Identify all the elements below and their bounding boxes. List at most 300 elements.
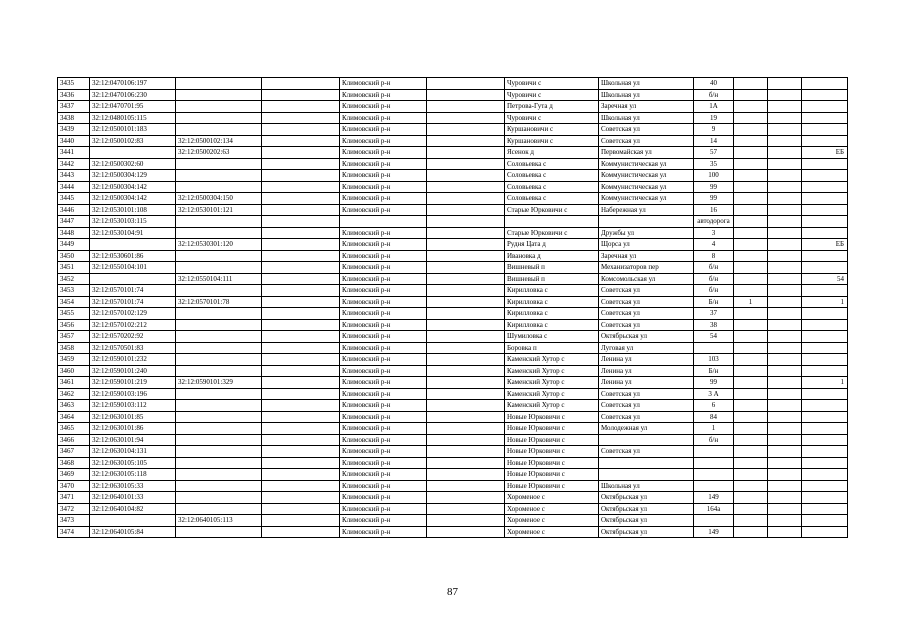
district-cell: Климовский р-н — [340, 434, 427, 446]
district-cell: Климовский р-н — [340, 308, 427, 320]
district-cell: Климовский р-н — [340, 515, 427, 527]
empty-cell — [262, 515, 340, 527]
house-number-cell: 149 — [694, 492, 734, 504]
locality-cell: Хороменое с — [505, 515, 599, 527]
street-cell — [599, 434, 694, 446]
empty-cell — [427, 388, 505, 400]
cadastral-number-cell: 32:12:0640105:84 — [90, 526, 176, 538]
empty-cell — [427, 158, 505, 170]
linked-cadastral-cell — [176, 469, 262, 481]
locality-cell: Соловьевка с — [505, 170, 599, 182]
street-cell: Школьная ул — [599, 480, 694, 492]
street-cell: Советская ул — [599, 308, 694, 320]
district-cell: Климовский р-н — [340, 78, 427, 90]
empty-cell — [427, 227, 505, 239]
flag-cell — [734, 492, 768, 504]
district-cell: Климовский р-н — [340, 331, 427, 343]
empty-cell — [427, 342, 505, 354]
locality-cell: Хороменое с — [505, 526, 599, 538]
linked-cadastral-cell — [176, 262, 262, 274]
empty-cell — [262, 262, 340, 274]
extra-cell — [768, 446, 802, 458]
locality-cell: Старые Юрковичи с — [505, 204, 599, 216]
district-cell: Климовский р-н — [340, 492, 427, 504]
empty-cell — [427, 457, 505, 469]
extra-cell — [768, 78, 802, 90]
table-row — [58, 89, 848, 101]
table-row — [58, 227, 848, 239]
extra-cell — [768, 101, 802, 113]
locality-cell: Ивановка д — [505, 250, 599, 262]
table-row — [58, 434, 848, 446]
extra-cell — [768, 492, 802, 504]
empty-cell — [262, 101, 340, 113]
flag-cell — [734, 411, 768, 423]
empty-cell — [262, 158, 340, 170]
house-number-cell: 99 — [694, 377, 734, 389]
flag-cell — [734, 239, 768, 251]
table-row — [58, 181, 848, 193]
row-number-cell: 3442 — [58, 158, 90, 170]
table-row — [58, 296, 848, 308]
flag-cell — [734, 342, 768, 354]
street-cell: Советская ул — [599, 411, 694, 423]
street-cell: Ленина ул — [599, 365, 694, 377]
note-cell — [802, 101, 848, 113]
house-number-cell: 54 — [694, 331, 734, 343]
house-number-cell: Б/н — [694, 296, 734, 308]
locality-cell: Кирилловка с — [505, 308, 599, 320]
note-cell — [802, 365, 848, 377]
table-row — [58, 400, 848, 412]
note-cell — [802, 262, 848, 274]
linked-cadastral-cell: 32:12:0590101:329 — [176, 377, 262, 389]
house-number-cell — [694, 446, 734, 458]
flag-cell — [734, 135, 768, 147]
note-cell — [802, 515, 848, 527]
empty-cell — [427, 181, 505, 193]
street-cell: Ленина ул — [599, 377, 694, 389]
cadastral-number-cell — [90, 515, 176, 527]
district-cell: Климовский р-н — [340, 480, 427, 492]
empty-cell — [262, 365, 340, 377]
cadastral-number-cell: 32:12:0470106:230 — [90, 89, 176, 101]
empty-cell — [427, 308, 505, 320]
flag-cell — [734, 515, 768, 527]
flag-cell — [734, 89, 768, 101]
cadastral-number-cell: 32:12:0500304:129 — [90, 170, 176, 182]
flag-cell — [734, 204, 768, 216]
cadastral-number-cell: 32:12:0590103:112 — [90, 400, 176, 412]
locality-cell: Новые Юрковичи с — [505, 434, 599, 446]
district-cell: Климовский р-н — [340, 457, 427, 469]
note-cell — [802, 89, 848, 101]
cadastral-number-cell — [90, 147, 176, 159]
district-cell: Климовский р-н — [340, 135, 427, 147]
street-cell: Советская ул — [599, 296, 694, 308]
district-cell: Климовский р-н — [340, 446, 427, 458]
linked-cadastral-cell — [176, 331, 262, 343]
note-cell — [802, 308, 848, 320]
note-cell — [802, 285, 848, 297]
empty-cell — [262, 480, 340, 492]
cadastral-number-cell: 32:12:0590101:232 — [90, 354, 176, 366]
extra-cell — [768, 89, 802, 101]
linked-cadastral-cell — [176, 411, 262, 423]
table-body — [58, 78, 848, 538]
empty-cell — [262, 296, 340, 308]
note-cell — [802, 388, 848, 400]
house-number-cell: 57 — [694, 147, 734, 159]
linked-cadastral-cell — [176, 354, 262, 366]
flag-cell — [734, 112, 768, 124]
empty-cell — [262, 216, 340, 228]
table-row — [58, 262, 848, 274]
extra-cell — [768, 354, 802, 366]
district-cell: Климовский р-н — [340, 365, 427, 377]
street-cell: Советская ул — [599, 446, 694, 458]
linked-cadastral-cell — [176, 423, 262, 435]
street-cell: Советская ул — [599, 388, 694, 400]
row-number-cell: 3444 — [58, 181, 90, 193]
district-cell: Климовский р-н — [340, 204, 427, 216]
district-cell: Климовский р-н — [340, 319, 427, 331]
linked-cadastral-cell — [176, 285, 262, 297]
empty-cell — [262, 446, 340, 458]
street-cell: Школьная ул — [599, 78, 694, 90]
street-cell: Механизаторов пер — [599, 262, 694, 274]
district-cell: Климовский р-н — [340, 181, 427, 193]
extra-cell — [768, 296, 802, 308]
flag-cell — [734, 388, 768, 400]
empty-cell — [262, 124, 340, 136]
extra-cell — [768, 423, 802, 435]
empty-cell — [427, 262, 505, 274]
table-row — [58, 170, 848, 182]
street-cell: Советская ул — [599, 135, 694, 147]
empty-cell — [262, 147, 340, 159]
empty-cell — [262, 342, 340, 354]
locality-cell: Каменский Хутор с — [505, 365, 599, 377]
district-cell: Климовский р-н — [340, 296, 427, 308]
house-number-cell: 14 — [694, 135, 734, 147]
empty-cell — [427, 78, 505, 90]
district-cell: Климовский р-н — [340, 239, 427, 251]
cadastral-number-cell: 32:12:0480105:115 — [90, 112, 176, 124]
house-number-cell: 9 — [694, 124, 734, 136]
street-cell: Молодежная ул — [599, 423, 694, 435]
table-row — [58, 503, 848, 515]
extra-cell — [768, 170, 802, 182]
linked-cadastral-cell: 32:12:0530301:120 — [176, 239, 262, 251]
row-number-cell: 3436 — [58, 89, 90, 101]
cadastral-number-cell: 32:12:0640104:82 — [90, 503, 176, 515]
row-number-cell: 3472 — [58, 503, 90, 515]
empty-cell — [427, 446, 505, 458]
empty-cell — [262, 388, 340, 400]
empty-cell — [262, 181, 340, 193]
locality-cell: Старые Юрковичи с — [505, 227, 599, 239]
flag-cell — [734, 480, 768, 492]
empty-cell — [427, 526, 505, 538]
cadastral-number-cell: 32:12:0500304:142 — [90, 181, 176, 193]
house-number-cell: 40 — [694, 78, 734, 90]
district-cell: Климовский р-н — [340, 377, 427, 389]
extra-cell — [768, 515, 802, 527]
house-number-cell: 38 — [694, 319, 734, 331]
note-cell — [802, 250, 848, 262]
table-row — [58, 342, 848, 354]
extra-cell — [768, 457, 802, 469]
district-cell: Климовский р-н — [340, 273, 427, 285]
empty-cell — [262, 457, 340, 469]
empty-cell — [262, 308, 340, 320]
table-row — [58, 365, 848, 377]
table-row — [58, 308, 848, 320]
linked-cadastral-cell — [176, 457, 262, 469]
flag-cell — [734, 308, 768, 320]
house-number-cell — [694, 342, 734, 354]
empty-cell — [427, 239, 505, 251]
cadastral-number-cell — [90, 273, 176, 285]
extra-cell — [768, 250, 802, 262]
house-number-cell: 37 — [694, 308, 734, 320]
row-number-cell: 3468 — [58, 457, 90, 469]
house-number-cell: б/н — [694, 434, 734, 446]
empty-cell — [262, 400, 340, 412]
linked-cadastral-cell — [176, 216, 262, 228]
cadastral-number-cell: 32:12:0530601:86 — [90, 250, 176, 262]
row-number-cell: 3457 — [58, 331, 90, 343]
row-number-cell: 3435 — [58, 78, 90, 90]
flag-cell — [734, 250, 768, 262]
house-number-cell: 164а — [694, 503, 734, 515]
table-row — [58, 446, 848, 458]
linked-cadastral-cell — [176, 170, 262, 182]
empty-cell — [427, 296, 505, 308]
row-number-cell: 3448 — [58, 227, 90, 239]
flag-cell — [734, 457, 768, 469]
row-number-cell: 3460 — [58, 365, 90, 377]
empty-cell — [262, 331, 340, 343]
street-cell: Коммунистическая ул — [599, 193, 694, 205]
house-number-cell: 8 — [694, 250, 734, 262]
cadastral-number-cell: 32:12:0630101:86 — [90, 423, 176, 435]
house-number-cell: 4 — [694, 239, 734, 251]
locality-cell: Ясенок д — [505, 147, 599, 159]
street-cell: Советская ул — [599, 319, 694, 331]
street-cell: Ленина ул — [599, 354, 694, 366]
note-cell: ЕБ — [802, 147, 848, 159]
empty-cell — [262, 204, 340, 216]
note-cell — [802, 457, 848, 469]
flag-cell — [734, 158, 768, 170]
table-row — [58, 193, 848, 205]
row-number-cell: 3449 — [58, 239, 90, 251]
linked-cadastral-cell — [176, 480, 262, 492]
row-number-cell: 3445 — [58, 193, 90, 205]
house-number-cell: б/н — [694, 89, 734, 101]
cadastral-number-cell: 32:12:0570102:212 — [90, 319, 176, 331]
linked-cadastral-cell — [176, 158, 262, 170]
table-row — [58, 377, 848, 389]
note-cell — [802, 158, 848, 170]
extra-cell — [768, 227, 802, 239]
table-row — [58, 78, 848, 90]
table-row — [58, 250, 848, 262]
cadastral-number-cell: 32:12:0630105:118 — [90, 469, 176, 481]
empty-cell — [427, 170, 505, 182]
note-cell: 54 — [802, 273, 848, 285]
linked-cadastral-cell — [176, 503, 262, 515]
note-cell — [802, 469, 848, 481]
street-cell: Коммунистическая ул — [599, 158, 694, 170]
empty-cell — [427, 400, 505, 412]
flag-cell — [734, 124, 768, 136]
street-cell: Советская ул — [599, 400, 694, 412]
street-cell: Октябрьская ул — [599, 526, 694, 538]
row-number-cell: 3451 — [58, 262, 90, 274]
extra-cell — [768, 377, 802, 389]
empty-cell — [262, 78, 340, 90]
row-number-cell: 3454 — [58, 296, 90, 308]
district-cell: Климовский р-н — [340, 124, 427, 136]
row-number-cell: 3464 — [58, 411, 90, 423]
cadastral-number-cell — [90, 239, 176, 251]
linked-cadastral-cell — [176, 446, 262, 458]
locality-cell: Вишневый п — [505, 273, 599, 285]
house-number-cell: 84 — [694, 411, 734, 423]
empty-cell — [262, 227, 340, 239]
flag-cell — [734, 101, 768, 113]
linked-cadastral-cell — [176, 308, 262, 320]
district-cell: Климовский р-н — [340, 227, 427, 239]
flag-cell — [734, 216, 768, 228]
district-cell — [340, 216, 427, 228]
house-number-cell: 1А — [694, 101, 734, 113]
locality-cell: Соловьевка с — [505, 158, 599, 170]
empty-cell — [427, 411, 505, 423]
locality-cell: Рудня Цата д — [505, 239, 599, 251]
cadastral-number-cell: 32:12:0550104:101 — [90, 262, 176, 274]
locality-cell: Новые Юрковичи с — [505, 480, 599, 492]
empty-cell — [427, 273, 505, 285]
empty-cell — [262, 354, 340, 366]
table-row — [58, 469, 848, 481]
note-cell — [802, 135, 848, 147]
row-number-cell: 3456 — [58, 319, 90, 331]
extra-cell — [768, 112, 802, 124]
cadastral-number-cell: 32:12:0470701:95 — [90, 101, 176, 113]
row-number-cell: 3461 — [58, 377, 90, 389]
flag-cell — [734, 354, 768, 366]
cadastral-number-cell: 32:12:0570202:92 — [90, 331, 176, 343]
note-cell — [802, 480, 848, 492]
locality-cell: Новые Юрковичи с — [505, 457, 599, 469]
table-row — [58, 216, 848, 228]
street-cell: Луговая ул — [599, 342, 694, 354]
empty-cell — [262, 112, 340, 124]
registry-table — [57, 77, 848, 538]
flag-cell — [734, 469, 768, 481]
extra-cell — [768, 204, 802, 216]
cadastral-number-cell: 32:12:0590103:196 — [90, 388, 176, 400]
note-cell — [802, 411, 848, 423]
table-row — [58, 515, 848, 527]
house-number-cell — [694, 515, 734, 527]
cadastral-number-cell: 32:12:0590101:240 — [90, 365, 176, 377]
street-cell: Советская ул — [599, 285, 694, 297]
district-cell: Климовский р-н — [340, 262, 427, 274]
locality-cell: Новые Юрковичи с — [505, 423, 599, 435]
linked-cadastral-cell — [176, 319, 262, 331]
table-row — [58, 273, 848, 285]
district-cell: Климовский р-н — [340, 89, 427, 101]
cadastral-number-cell: 32:12:0630105:33 — [90, 480, 176, 492]
district-cell: Климовский р-н — [340, 388, 427, 400]
row-number-cell: 3473 — [58, 515, 90, 527]
locality-cell: Каменский Хутор с — [505, 388, 599, 400]
empty-cell — [427, 434, 505, 446]
linked-cadastral-cell — [176, 89, 262, 101]
house-number-cell: б/н — [694, 285, 734, 297]
cadastral-number-cell: 32:12:0530103:115 — [90, 216, 176, 228]
note-cell: 1 — [802, 296, 848, 308]
locality-cell: Новые Юрковичи с — [505, 446, 599, 458]
locality-cell: Куршановичи с — [505, 135, 599, 147]
row-number-cell: 3463 — [58, 400, 90, 412]
flag-cell — [734, 181, 768, 193]
row-number-cell: 3465 — [58, 423, 90, 435]
empty-cell — [262, 434, 340, 446]
cadastral-number-cell: 32:12:0570501:83 — [90, 342, 176, 354]
empty-cell — [427, 480, 505, 492]
house-number-cell: 35 — [694, 158, 734, 170]
district-cell: Климовский р-н — [340, 112, 427, 124]
table-row — [58, 158, 848, 170]
empty-cell — [427, 285, 505, 297]
house-number-cell: 19 — [694, 112, 734, 124]
empty-cell — [262, 492, 340, 504]
empty-cell — [427, 193, 505, 205]
district-cell: Климовский р-н — [340, 526, 427, 538]
empty-cell — [427, 469, 505, 481]
locality-cell: Чуровичи с — [505, 112, 599, 124]
street-cell: Школьная ул — [599, 112, 694, 124]
cadastral-number-cell: 32:12:0570101:74 — [90, 285, 176, 297]
extra-cell — [768, 469, 802, 481]
linked-cadastral-cell: 32:12:0640105:113 — [176, 515, 262, 527]
district-cell: Климовский р-н — [340, 469, 427, 481]
locality-cell: Соловьевка с — [505, 193, 599, 205]
district-cell: Климовский р-н — [340, 503, 427, 515]
empty-cell — [262, 170, 340, 182]
note-cell — [802, 227, 848, 239]
note-cell — [802, 204, 848, 216]
extra-cell — [768, 273, 802, 285]
note-cell — [802, 181, 848, 193]
empty-cell — [262, 285, 340, 297]
linked-cadastral-cell — [176, 400, 262, 412]
district-cell: Климовский р-н — [340, 411, 427, 423]
note-cell — [802, 423, 848, 435]
cadastral-number-cell: 32:12:0500102:83 — [90, 135, 176, 147]
row-number-cell: 3441 — [58, 147, 90, 159]
street-cell: Школьная ул — [599, 89, 694, 101]
district-cell: Климовский р-н — [340, 423, 427, 435]
empty-cell — [262, 469, 340, 481]
house-number-cell: Б/н — [694, 365, 734, 377]
